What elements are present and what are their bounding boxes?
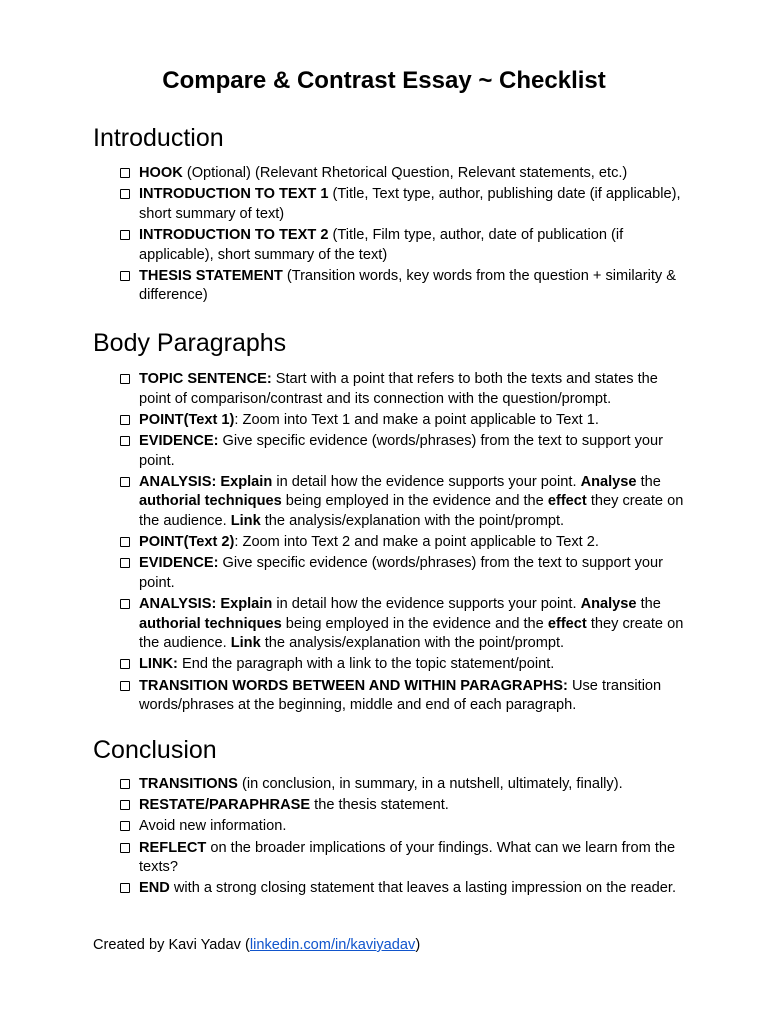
text-run: in detail how the evidence supports your point. (272, 596, 581, 613)
bold-term: Analyse (580, 596, 637, 613)
footer-suffix: ) (415, 937, 421, 953)
checkbox[interactable] (120, 599, 130, 609)
linkedin-link[interactable]: linkedin.com/in/kaviyadav (249, 937, 416, 953)
footer-prefix: Created by Kavi Yadav ( (93, 937, 250, 953)
checklist-item-text (139, 840, 675, 876)
bold-term: POINT(Text 2) (139, 534, 235, 551)
checkbox[interactable] (120, 659, 130, 669)
checklist-item-text (139, 371, 658, 407)
bold-term: Link (230, 512, 261, 529)
checkbox[interactable] (120, 374, 130, 384)
bold-term: effect (547, 615, 587, 632)
text-run: (Transition words, key words from the question + similarity & difference) (139, 267, 676, 304)
checkbox[interactable] (120, 415, 130, 425)
checklist-introduction (117, 164, 687, 308)
checkbox[interactable] (120, 189, 130, 199)
text-run: (in conclusion, in summary, in a nutshell, ultimately, finally). (237, 776, 623, 792)
checklist-item (117, 185, 687, 224)
bold-term: ANALYSIS: Explain (139, 473, 273, 490)
checklist-item-text (139, 797, 449, 813)
bold-term: THESIS STATEMENT (139, 267, 283, 284)
section-heading-body-paragraphs: Body Paragraphs (93, 329, 287, 357)
checkbox[interactable] (120, 537, 130, 547)
bold-term: END (139, 880, 170, 897)
bold-term: EVIDENCE: (139, 555, 219, 572)
checklist-body-paragraphs (117, 370, 687, 717)
bold-term: LINK: (139, 656, 178, 673)
checklist-item (117, 533, 687, 553)
checklist-item-text (139, 818, 286, 834)
checklist-item-text (139, 268, 676, 304)
checklist-item-text (139, 596, 683, 651)
text-run: End the paragraph with a link to the topic statement/point. (177, 656, 555, 673)
checklist-item (117, 839, 687, 878)
checklist-item-text (139, 186, 681, 222)
checkbox[interactable] (120, 168, 130, 178)
text-run: Avoid new information. (139, 818, 287, 835)
checkbox[interactable] (120, 843, 130, 853)
checklist-item-text (139, 880, 676, 896)
bold-term: authorial techniques (139, 615, 282, 632)
checkbox[interactable] (120, 800, 130, 810)
text-run: being employed in the evidence and the (281, 615, 548, 632)
text-run: Start with a point that refers to both the texts and states the point of comparison/contrast and its connection with the question/prompt. (139, 371, 658, 407)
checklist-item (117, 879, 687, 899)
checklist-item (117, 226, 687, 265)
checklist-item-text (139, 656, 554, 672)
text-run: on the broader implications of your findings. What can we learn from the texts? (139, 839, 676, 876)
text-run: they create on the audience. (139, 615, 684, 652)
checkbox[interactable] (120, 230, 130, 240)
bold-term: Analyse (580, 473, 637, 490)
bold-term: authorial techniques (139, 493, 282, 510)
checklist-item (117, 595, 687, 654)
bold-term: effect (547, 493, 587, 510)
checklist-item (117, 473, 687, 532)
section-heading-conclusion: Conclusion (93, 736, 217, 764)
checklist-item-text (139, 474, 683, 529)
text-run: in detail how the evidence supports your point. (272, 473, 581, 490)
checklist-item-text (139, 412, 599, 428)
text-run: Give specific evidence (words/phrases) from the text to support your point. (139, 555, 663, 591)
checklist-item-text (139, 534, 599, 550)
text-run: the (636, 473, 661, 490)
text-run: : Zoom into Text 2 and make a point applicable to Text 2. (234, 534, 599, 551)
text-run: Give specific evidence (words/phrases) from the text to support your point. (139, 432, 663, 469)
bold-term: POINT(Text 1) (139, 411, 235, 428)
checkbox[interactable] (120, 271, 130, 281)
checklist-item (117, 370, 687, 409)
text-run: being employed in the evidence and the (281, 493, 548, 510)
checklist-item (117, 267, 687, 306)
text-run: (Optional) (Relevant Rhetorical Question, Relevant statements, etc.) (182, 165, 628, 181)
bold-term: INTRODUCTION TO TEXT 2 (139, 226, 329, 243)
checklist-item (117, 164, 687, 184)
text-run: with a strong closing statement that leaves a lasting impression on the reader. (169, 880, 677, 897)
bold-term: INTRODUCTION TO TEXT 1 (139, 186, 329, 203)
text-run: Use transition words/phrases at the beginning, middle and end of each paragraph. (139, 677, 662, 714)
bold-term: TOPIC SENTENCE: (139, 371, 272, 387)
checklist-item (117, 655, 687, 675)
bold-term: ANALYSIS: Explain (139, 596, 273, 613)
text-run: the thesis statement. (310, 797, 449, 814)
checkbox[interactable] (120, 821, 130, 831)
checkbox[interactable] (120, 681, 130, 691)
checkbox[interactable] (120, 477, 130, 487)
text-run: the (636, 596, 661, 613)
text-run: they create on the audience. (139, 493, 684, 529)
checklist-item-text (139, 555, 663, 591)
checkbox[interactable] (120, 779, 130, 789)
bold-term: REFLECT (139, 839, 207, 856)
checklist-item (117, 411, 687, 431)
text-run: (Title, Film type, author, date of publication (if applicable), short summary of the text) (139, 226, 624, 263)
checklist-item-text (139, 165, 627, 181)
checkbox[interactable] (120, 558, 130, 568)
checklist-item (117, 817, 687, 837)
text-run: (Title, Text type, author, publishing date (if applicable), short summary of text) (139, 186, 681, 222)
checklist-item-text (139, 433, 663, 469)
text-run: : Zoom into Text 1 and make a point applicable to Text 1. (234, 411, 599, 428)
bold-term: Link (230, 635, 261, 652)
checklist-item (117, 796, 687, 816)
checklist-item (117, 677, 687, 716)
bold-term: TRANSITION WORDS BETWEEN AND WITHIN PARAGRAPHS: (139, 677, 568, 694)
bold-term: RESTATE/PARAPHRASE (139, 797, 311, 814)
checklist-item (117, 775, 687, 795)
checkbox[interactable] (120, 436, 130, 446)
text-run: the analysis/explanation with the point/prompt. (260, 635, 565, 652)
text-run: the analysis/explanation with the point/prompt. (260, 512, 565, 529)
checklist-item (117, 432, 687, 471)
checklist-item-text (139, 776, 623, 792)
document-title: Compare & Contrast Essay ~ Checklist (162, 67, 606, 94)
checklist-conclusion (117, 775, 687, 901)
footer-credit (93, 935, 420, 955)
checkbox[interactable] (120, 883, 130, 893)
bold-term: HOOK (139, 165, 183, 181)
bold-term: EVIDENCE: (139, 432, 219, 449)
section-heading-introduction: Introduction (93, 124, 224, 152)
checklist-item-text (139, 678, 661, 714)
checklist-item-text (139, 227, 623, 263)
bold-term: TRANSITIONS (139, 776, 238, 792)
checklist-item (117, 554, 687, 593)
